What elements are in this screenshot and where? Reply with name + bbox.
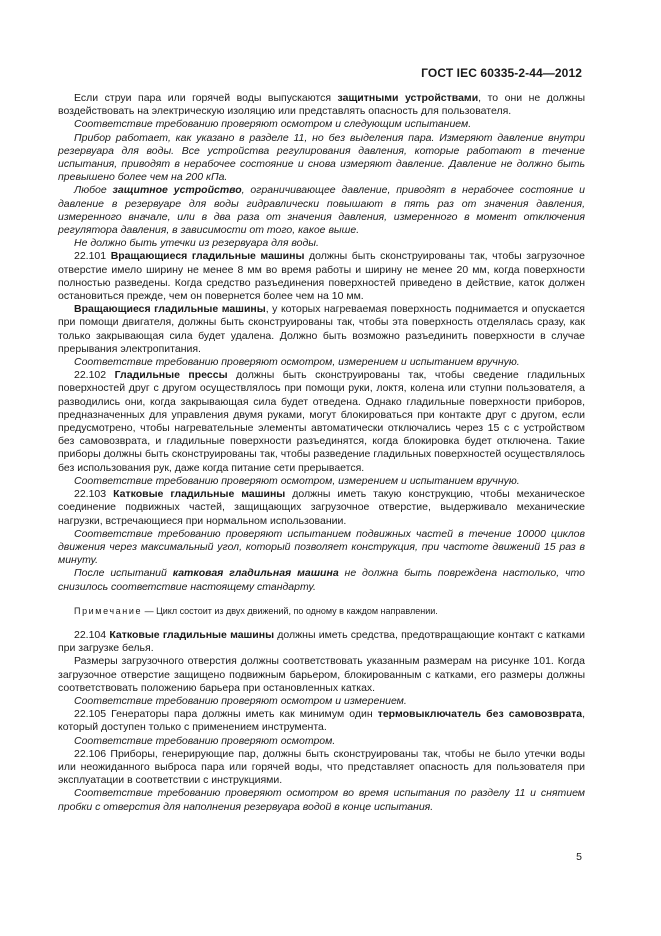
bold-term: Вращающиеся гладильные машины: [110, 250, 305, 263]
standard-header: ГОСТ IEC 60335-2-44—2012: [421, 66, 582, 80]
paragraph: [58, 303, 585, 356]
text-run: Прибор работает, как указано в разделе 11, но без выделения пара. Измеряют давление внутри резервуара для воды. Все устройства регулирования давления, которые работают в течение испытания, приводят в нерабочее состояние и снова измеряют давление. Давление не должно быть превышено более чем на 200 кПа.: [58, 131, 585, 184]
paragraph: [58, 787, 585, 813]
page-number: 5: [576, 851, 582, 863]
text-run: Соответствие требованию проверяют осмотром.: [74, 734, 336, 747]
text-run: Если струи пара или горячей воды выпускаются: [74, 92, 338, 104]
paragraph: [58, 735, 585, 748]
text-run: Размеры загрузочного отверстия должны соответствовать указанным размерам на рисунке 101. Когда загрузочное отверстие защищено подвижным барьером, блокированным с катками, его размеры должны соответствовать положению барьера при остановленных катках.: [58, 655, 585, 694]
bold-term: Катковые гладильные машины: [113, 488, 286, 501]
text-run: После испытаний: [74, 567, 173, 580]
text-run: Соответствие требованию проверяют испытанием подвижных частей в течение 10000 циклов движения через максимальный угол, который позволяет конструкция, при частоте движений 15 раз в минуту.: [58, 527, 585, 567]
text-run: Не должно быть утечки из резервуара для воды.: [74, 237, 319, 250]
paragraph: [58, 237, 585, 250]
paragraph: [58, 708, 585, 734]
text-run: , который доступен только с применением инструмента.: [58, 708, 585, 734]
text-run: 22.101: [74, 250, 111, 263]
paragraph: [58, 184, 585, 237]
bold-term: защитными устройствами: [337, 92, 479, 104]
paragraph: [58, 475, 585, 488]
bold-term: Вращающиеся гладильные машины: [74, 303, 266, 316]
paragraph: [58, 132, 585, 185]
note: [58, 605, 585, 618]
note-label: Примечание: [74, 605, 143, 616]
text-run: Любое: [74, 184, 113, 197]
text-run: не должна быть повреждена настолько, что снизилось соответствие настоящему стандарту.: [58, 567, 585, 593]
text-run: 22.102: [74, 369, 115, 382]
text-run: Соответствие требованию проверяют осмотром и следующим испытанием.: [74, 118, 472, 131]
text-run: Соответствие требованию проверяют осмотром во время испытания по разделу 11 и снятием пробки с отверстия для наполнения резервуара водой в конце испытания.: [58, 787, 585, 813]
text-run: , у которых нагреваемая поверхность поднимается и опускается при помощи двигателя, должны быть сконструированы так, чтобы эта поверхность отделялась сразу, как только закрывающая сила будет удалена. Должно быть возможно разъединить поверхности в случае прерывания электропитания.: [58, 303, 585, 355]
paragraph: [58, 695, 585, 708]
text-run: Соответствие требованию проверяют осмотром и измерением.: [74, 694, 407, 707]
text-run: должны быть сконструированы так, чтобы сведение гладильных поверхностей друг с другом осуществлялось при помощи руки, локтя, колена или ступни пользователя, а разводились они, когда закрывающая сила будет отведена. Однако гладильные поверхности приборов, предназначенных для управления двумя руками, могут блокироваться при контакте друг с другом, если предусмотрено, чтобы нагревательные элементы автоматически отключались через 15 с с устройством без самовозврата, и гладильные поверхности разъединятся, когда блокировка будет отключена. Такие приборы должны быть сконструированы так, чтобы разведение гладильных поверхностей осуществлялось без использования рук, даже когда питание сети прерывается.: [58, 369, 585, 474]
text-run: , ограничивающее давление, приводят в нерабочее состояние и давление в резервуаре для воды гидравлически повышают в пять раз от значения давления, измеренного вначале, или в два раза от значения давления, измеренного в момент отключения регулятора давления, в зависимости от того, какое выше.: [58, 184, 585, 237]
text-run: должны иметь средства, предотвращающие контакт с катками при загрузке белья.: [58, 628, 585, 655]
paragraph: [58, 356, 585, 369]
text-run: должны быть сконструированы так, чтобы загрузочное отверстие имело ширину не менее 8 мм во время работы и ширину не менее 20 мм, когда поверхности полностью разведены. Когда средство разъединения поверхностей приведено в действие, каток должен остановиться прежде, чем он повернется более чем на 10 мм.: [58, 250, 585, 303]
bold-term: защитное устройство: [112, 184, 242, 197]
paragraph: [58, 567, 585, 593]
paragraph: [58, 488, 585, 528]
bold-term: Гладильные прессы: [114, 369, 228, 382]
paragraph: [58, 748, 585, 788]
paragraph: [58, 92, 585, 118]
paragraph: [58, 528, 585, 568]
text-run: Соответствие требованию проверяют осмотром, измерением и испытанием вручную.: [74, 474, 520, 487]
section-after-note: [58, 629, 585, 814]
section-before-note: [58, 92, 585, 594]
bold-term: термовыключатель без самовозврата: [377, 708, 583, 721]
body-text: [58, 92, 585, 814]
text-run: , то они не должны воздействовать на электрическую изоляцию или представлять опасность для пользователя.: [58, 92, 586, 118]
text-run: 22.105 Генераторы пара должны иметь как минимум один: [74, 708, 378, 721]
text-run: 22.104: [74, 628, 110, 641]
paragraph: [58, 250, 585, 303]
paragraph: [58, 369, 585, 475]
bold-term: Катковые гладильные машины: [109, 628, 275, 641]
paragraph: [58, 655, 585, 695]
note-text: — Цикл состоит из двух движений, по одному в каждом направлении.: [142, 605, 438, 616]
paragraph: [58, 629, 585, 655]
text-run: 22.103: [74, 488, 114, 501]
text-run: Соответствие требованию проверяют осмотром, измерением и испытанием вручную.: [74, 356, 520, 369]
bold-term: катковая гладильная машина: [172, 567, 339, 580]
text-run: должны иметь такую конструкцию, чтобы механическое соединение подвижных частей, защищающих загрузочное отверстие, выдерживало механические нагрузки, встречающиеся при нормальном использовании.: [58, 488, 585, 527]
paragraph: [58, 118, 585, 131]
text-run: 22.106 Приборы, генерирующие пар, должны быть сконструированы так, чтобы не было утечки воды или неожиданного выброса пара или горячей воды, что представляет опасность для пользователя при эксплуатации в соответствии с инструкциями.: [58, 747, 585, 787]
